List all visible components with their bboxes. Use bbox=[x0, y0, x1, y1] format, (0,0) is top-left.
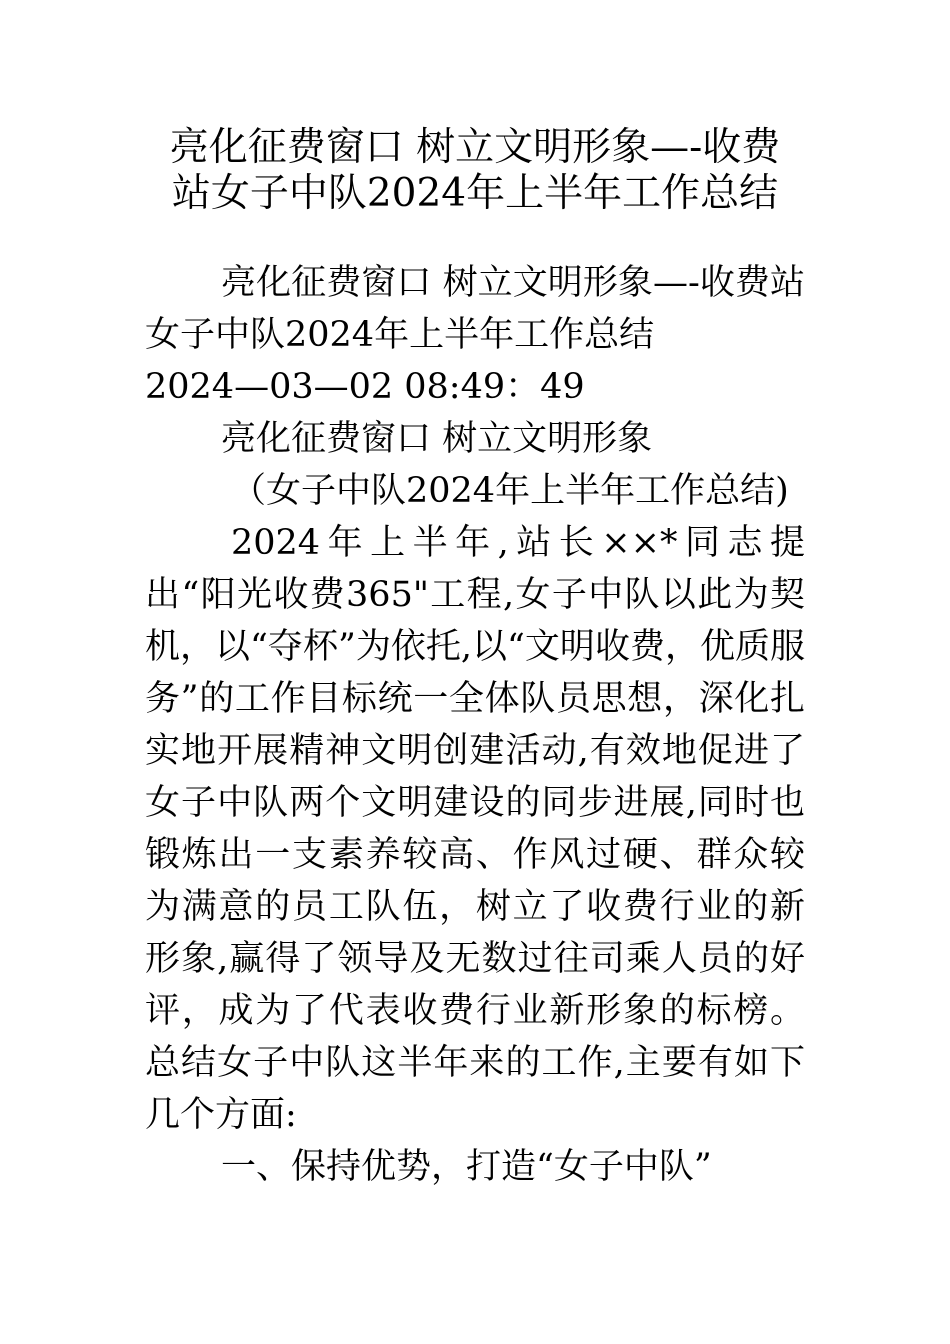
section-heading: 亮化征费窗口 树立文明形象 bbox=[221, 419, 653, 459]
section-heading-sub: （女子中队2024年上半年工作总结) bbox=[231, 471, 789, 511]
datetime-stamp: 2024—03—02 08:49：49 bbox=[145, 367, 585, 407]
subtitle-paragraph: 亮化征费窗口 树立文明形象—-收费站女子中队2024年上半年工作总结 bbox=[145, 263, 805, 355]
document-title bbox=[145, 125, 805, 217]
document-body bbox=[145, 257, 805, 1193]
title-line-2: 站女子中队2024年上半年工作总结 bbox=[171, 171, 779, 216]
title-line-1: 亮化征费窗口 树立文明形象—-收费 bbox=[169, 125, 781, 170]
section-1-heading: 一、保持优势，打造“女子中队” bbox=[221, 1147, 712, 1187]
body-paragraph: 2024年上半年,站长××*同志提出“阳光收费365"工程,女子中队以此为契机，以“夺杯”为依托,以“文明收费，优质服务”的工作目标统一全体队员思想，深化扎实地开展精神文明创建活动,有效地促进了女子中队两个文明建设的同步进展,同时也锻炼出一支素养较高、作风过硬、群众较为满意的员工队伍，树立了收费行业的新形象,赢得了领导及无数过往司乘人员的好评，成为了代表收费行业新形象的标榜。总结女子中队这半年来的工作,主要有如下几个方面: bbox=[145, 523, 805, 1135]
document-page bbox=[145, 125, 805, 1193]
